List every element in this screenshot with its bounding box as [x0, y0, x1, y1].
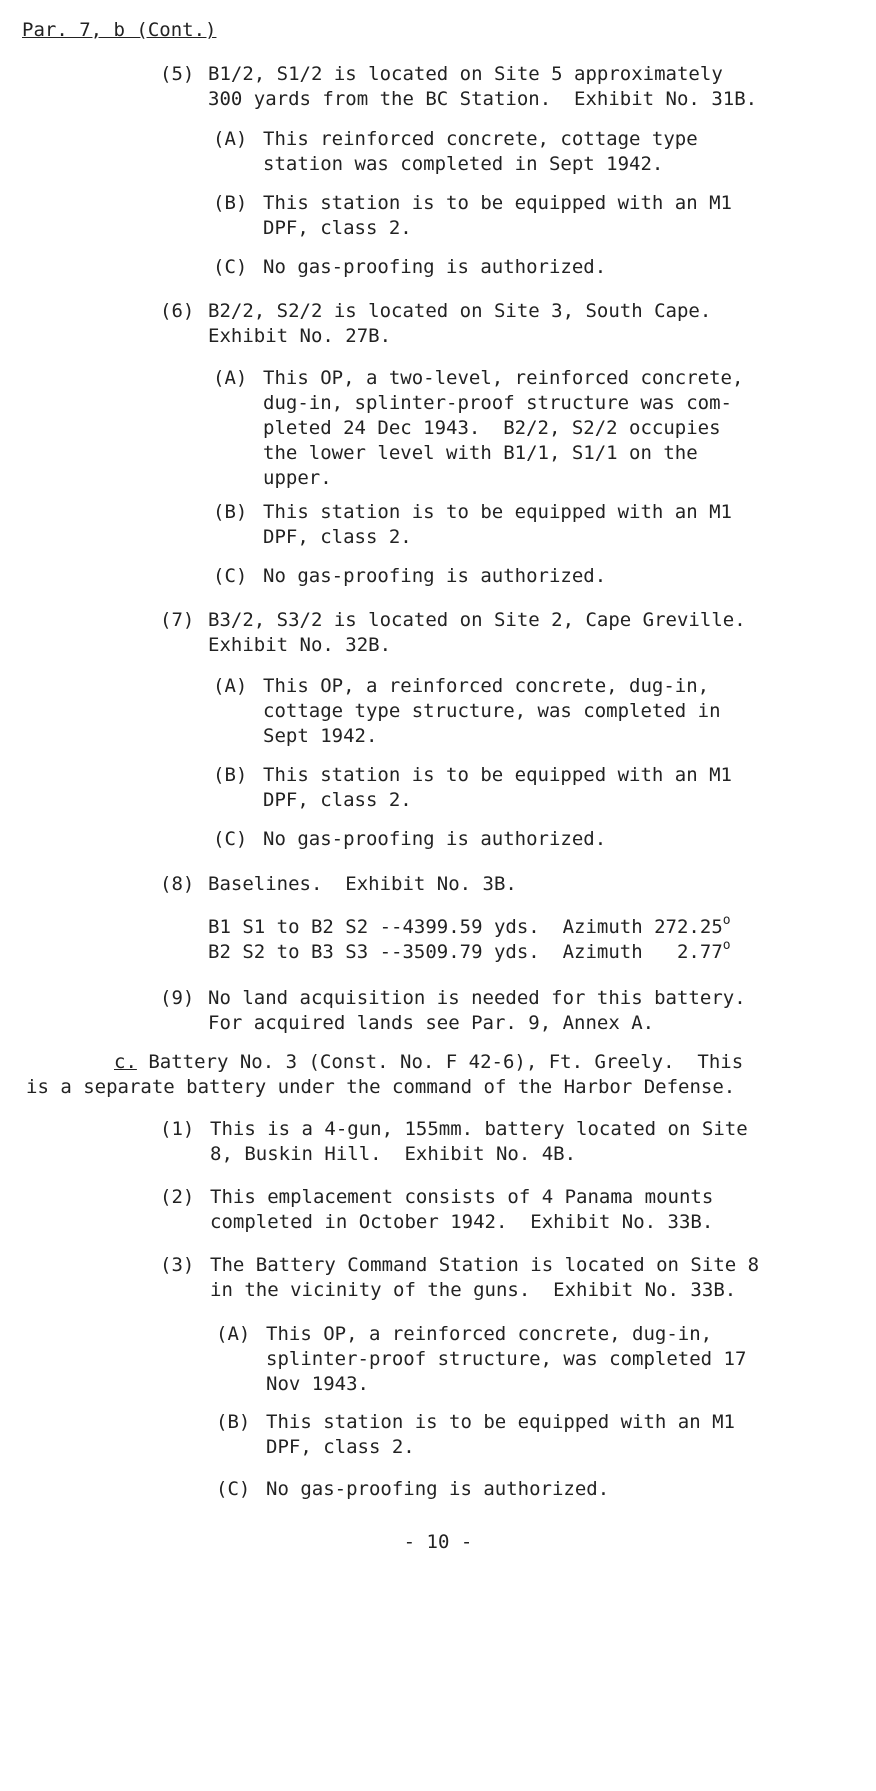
- item-6-c-number: (C): [213, 565, 248, 587]
- item-6-c-text: No gas-proofing is authorized.: [263, 565, 607, 587]
- item-7-number: (7): [160, 609, 195, 631]
- item-6-c: [213, 564, 606, 589]
- item-5-number: (5): [160, 63, 195, 85]
- baseline-1: [208, 915, 731, 942]
- item-c-3-b: [216, 1410, 735, 1460]
- item-c-3-number: (3): [160, 1254, 195, 1276]
- degree-symbol: o: [722, 938, 731, 953]
- item-c-3: [160, 1253, 759, 1303]
- item-c-1-number: (1): [160, 1118, 195, 1140]
- item-7-c-number: (C): [213, 828, 248, 850]
- degree-symbol: o: [722, 913, 731, 928]
- item-7-text: B3/2, S3/2 is located on Site 2, Cape Greville. Exhibit No. 32B.: [208, 609, 746, 656]
- item-5-a-text: This reinforced concrete, cottage type station was completed in Sept 1942.: [263, 128, 698, 175]
- item-6-b-number: (B): [213, 501, 248, 523]
- item-5-a-number: (A): [213, 128, 248, 150]
- baseline-2-text: B2 S2 to B3 S3 --3509.79 yds. Azimuth 2.77: [208, 941, 723, 963]
- item-7: [160, 608, 746, 658]
- item-7-c: [213, 827, 606, 852]
- item-c-3-a: [216, 1322, 746, 1397]
- item-c-2-number: (2): [160, 1186, 195, 1208]
- item-5: [160, 62, 757, 112]
- paragraph-c-label: c.: [114, 1051, 137, 1073]
- item-5-b-number: (B): [213, 192, 248, 214]
- item-7-b-number: (B): [213, 764, 248, 786]
- item-6-b-text: This station is to be equipped with an M1 DPF, class 2.: [263, 501, 732, 548]
- item-5-c-text: No gas-proofing is authorized.: [263, 256, 607, 278]
- item-5-b: [213, 191, 732, 241]
- item-9: [160, 986, 746, 1036]
- item-7-b-text: This station is to be equipped with an M1 DPF, class 2.: [263, 764, 732, 811]
- item-6-text: B2/2, S2/2 is located on Site 3, South Cape. Exhibit No. 27B.: [208, 300, 712, 347]
- item-6-a: [213, 366, 743, 491]
- paragraph-header: Par. 7, b (Cont.): [22, 19, 217, 41]
- item-c-3-text: The Battery Command Station is located on Site 8 in the vicinity of the guns. Exhibit No. 33B.: [210, 1254, 760, 1301]
- item-c-3-a-number: (A): [216, 1323, 251, 1345]
- item-5-b-text: This station is to be equipped with an M1 DPF, class 2.: [263, 192, 732, 239]
- item-8-text: Baselines. Exhibit No. 3B.: [208, 873, 517, 895]
- paragraph-c-line-2: is a separate battery under the command of the Harbor Defense.: [26, 1076, 736, 1098]
- item-c-3-c: [216, 1477, 609, 1502]
- item-c-2: [160, 1185, 713, 1235]
- item-8: [160, 872, 517, 897]
- item-5-text: B1/2, S1/2 is located on Site 5 approximately 300 yards from the BC Station. Exhibit No. 31B.: [208, 63, 758, 110]
- item-c-3-c-text: No gas-proofing is authorized.: [266, 1478, 610, 1500]
- item-7-b: [213, 763, 732, 813]
- item-c-3-a-text: This OP, a reinforced concrete, dug-in, splinter-proof structure, was completed 17 Nov 1943.: [266, 1323, 747, 1395]
- item-6: [160, 299, 711, 349]
- item-7-c-text: No gas-proofing is authorized.: [263, 828, 607, 850]
- paragraph-c-line-1: Battery No. 3 (Const. No. F 42-6), Ft. Greely. This: [148, 1051, 744, 1073]
- page-number: - 10 -: [403, 1531, 473, 1553]
- item-c-1-text: This is a 4-gun, 155mm. battery located on Site 8, Buskin Hill. Exhibit No. 4B.: [210, 1118, 748, 1165]
- item-5-c: [213, 255, 606, 280]
- item-9-text: No land acquisition is needed for this battery. For acquired lands see Par. 9, Annex A.: [208, 987, 746, 1034]
- paragraph-c-continued: [26, 1075, 735, 1100]
- baseline-2: [208, 940, 731, 967]
- item-5-a: [213, 127, 698, 177]
- baseline-1-text: B1 S1 to B2 S2 --4399.59 yds. Azimuth 272.25: [208, 916, 723, 938]
- item-6-b: [213, 500, 732, 550]
- item-6-a-text: This OP, a two-level, reinforced concrete, dug-in, splinter-proof structure was com- pleted 24 Dec 1943. B2/2, S2/2 occupies the lower level with B1/1, S1/1 on the upper.: [263, 367, 744, 489]
- item-5-c-number: (C): [213, 256, 248, 278]
- item-c-3-b-number: (B): [216, 1411, 251, 1433]
- item-c-3-b-text: This station is to be equipped with an M1 DPF, class 2.: [266, 1411, 735, 1458]
- item-6-number: (6): [160, 300, 195, 322]
- item-9-number: (9): [160, 987, 195, 1009]
- item-6-a-number: (A): [213, 367, 248, 389]
- item-7-a: [213, 674, 721, 749]
- item-c-1: [160, 1117, 748, 1167]
- item-8-number: (8): [160, 873, 195, 895]
- item-7-a-number: (A): [213, 675, 248, 697]
- paragraph-c: [114, 1050, 743, 1075]
- item-7-a-text: This OP, a reinforced concrete, dug-in, cottage type structure, was completed in Sept 1942.: [263, 675, 721, 747]
- item-c-3-c-number: (C): [216, 1478, 251, 1500]
- item-c-2-text: This emplacement consists of 4 Panama mounts completed in October 1942. Exhibit No. 33B.: [210, 1186, 714, 1233]
